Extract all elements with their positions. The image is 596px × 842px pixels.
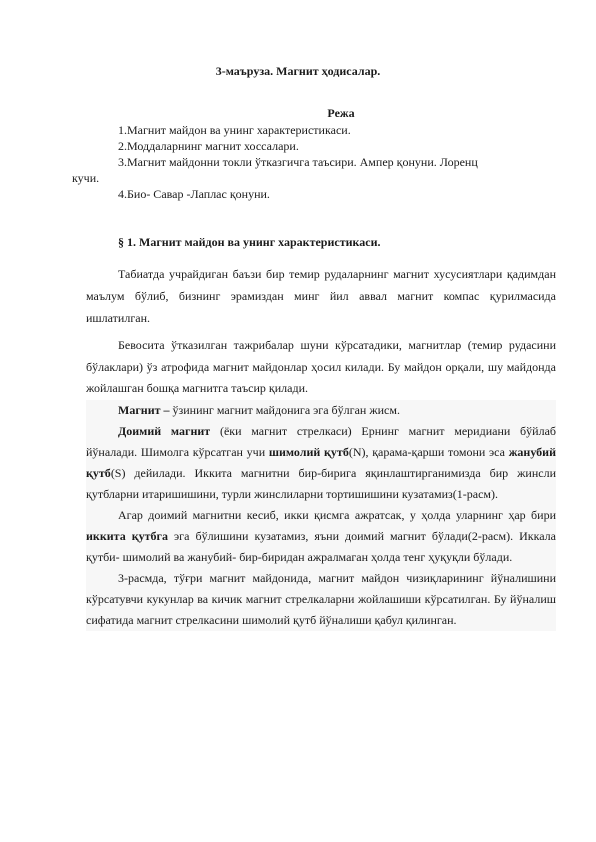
- term-bold: Доимий магнит: [118, 423, 211, 438]
- body-text: [86, 263, 556, 631]
- term-bold: шимолий қутб: [268, 444, 349, 459]
- plan-item: 2.Моддаларнинг магнит хоссалари.: [118, 139, 299, 153]
- paragraph: 3-расмда, тўғри магнит майдонида, магнит майдон чизиқларининг йўналишини кўрсатувчи кукунлар ва кичик магнит стрелкаларни жойлашиши кўрсатилган. Бу йўналиш сифатида магнит стрелкасини шимолий қутб йўналиши қабул қилинган.: [86, 570, 556, 627]
- term-bold: иккита қутбга: [86, 528, 168, 543]
- paragraph: Бевосита ўтказилган тажрибалар шуни кўрсатадики, магнитлар (темир рудасини бўлаклари) ўз атрофида магнит майдонлар ҳосил килади. Бу майдон орқали, шу майдонда жойлашган бошқа магнитга таъсир қилади.: [86, 338, 556, 395]
- plan-heading: Режа: [327, 106, 355, 120]
- section-heading: § 1. Магнит майдон ва унинг характеристикаси.: [118, 235, 381, 249]
- shaded-block: [86, 400, 556, 631]
- paragraph: Доимий магнит (ёки магнит стрелкаси) Ернинг магнит меридиани бўйлаб йўналади. Шимолга кўрсатган учи шимолий қутб(N), қарама-қарши томони эса жанубий қутб(S) дейилади. Иккита магнитни бир-бирига яқинлаштирганимизда бир жинсли қутбларни итаришишини, турли жинслиларни тортишишини кузатамиз(1-расм).: [86, 423, 557, 501]
- plan-item: 3.Магнит майдонни токли ўтказгичга таъсири. Ампер қонуни. Лоренц: [118, 155, 478, 169]
- plan-item: 4.Био- Савар -Лаплас қонуни.: [118, 187, 270, 201]
- plan-list: [72, 122, 556, 202]
- term-bold: жанубий қутб: [86, 444, 556, 480]
- term-bold: Магнит –: [118, 402, 170, 417]
- paragraph: Магнит – ўзининг магнит майдонига эга бўлган жисм.: [118, 402, 400, 417]
- lecture-title: 3-маъруза. Магнит ҳодисалар.: [215, 64, 381, 78]
- plan-item: 1.Магнит майдон ва унинг характеристикаси.: [118, 123, 351, 137]
- paragraph: Агар доимий магнитни кесиб, икки қисмга ажратсак, у ҳолда уларнинг ҳар бири иккита қутбга эга бўлишини кузатамиз, яъни доимий магнит бўлади(2-расм). Иккала қутби- шимолий ва жанубий- бир-биридан ажралмаган ҳолда тенг ҳуқуқли бўлади.: [86, 507, 556, 564]
- paragraph: Табиатда учрайдиган баъзи бир темир рудаларнинг магнит хусусиятлари қадимдан маълум бўлиб, бизнинг эрамиздан минг йил аввал магнит компас қурилмасида ишлатилган.: [86, 267, 556, 325]
- plan-item-continuation: кучи.: [72, 171, 100, 185]
